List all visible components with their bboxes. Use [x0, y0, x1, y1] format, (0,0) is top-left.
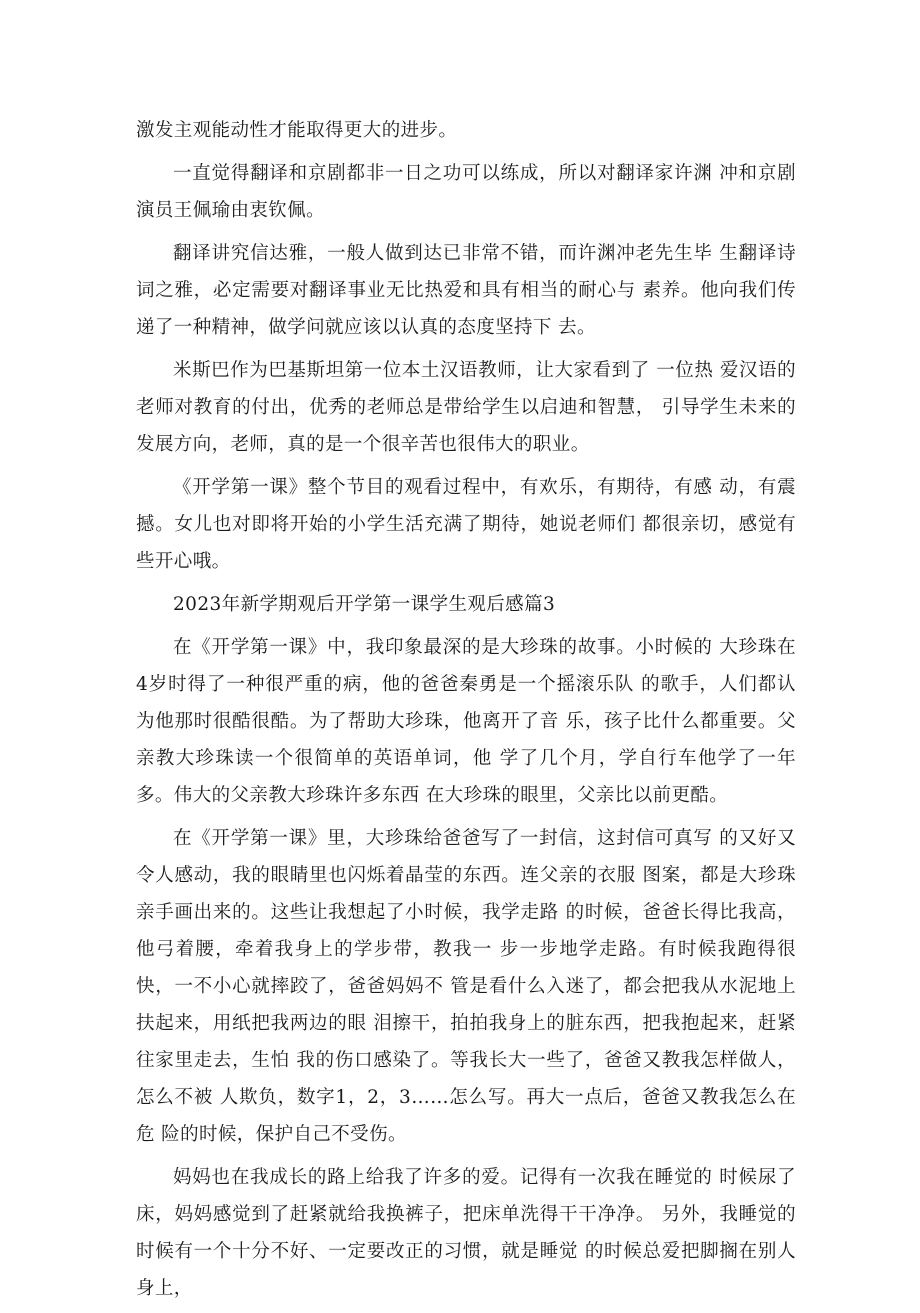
section-heading: 2023年新学期观后开学第一课学生观后感篇3 [173, 594, 556, 615]
paragraph-continuation: 激发主观能动性才能取得更大的进步。 [136, 120, 458, 141]
paragraph-program-summary: 《开学第一课》整个节目的观看过程中，有欢乐，有期待，有感 动，有震撼。女儿也对即将开始的小学生活充满了期待，她说老师们 都很亲切，感觉有些开心哦。 [136, 477, 796, 572]
paragraph-misba: 米斯巴作为巴基斯坦第一位本土汉语教师，让大家看到了 一位热 爱汉语的老师对教育的付出，优秀的老师总是带给学生以启迪和智慧， 引导学生未来的发展方向，老师，真的是一个很辛苦也很伟大的职业。 [136, 360, 796, 455]
paragraph-xu-yuanchong: 翻译讲究信达雅，一般人做到达已非常不错，而许渊冲老先生毕 生翻译诗词之雅，必定需要对翻译事业无比热爱和具有相当的耐心与 素养。他向我们传递了一种精神，做学问就应该以认真的态度坚持下 去。 [136, 243, 796, 338]
paragraph-big-pearl-story: 在《开学第一课》中，我印象最深的是大珍珠的故事。小时候的 大珍珠在4岁时得了一种很严重的病，他的爸爸秦勇是一个摇滚乐队 的歌手，人们都认为他那时很酷很酷。为了帮助大珍珠，他离开了音 乐，孩子比什么都重要。父亲教大珍珠读一个很简单的英语单词，他 学了几个月，学自行车他学了一年多。伟大的父亲教大珍珠许多东西 在大珍珠的眼里，父亲比以前更酷。 [136, 637, 796, 806]
document-body [136, 112, 796, 1313]
paragraph-letter-to-father: 在《开学第一课》里，大珍珠给爸爸写了一封信，这封信可真写 的又好又令人感动，我的眼睛里也闪烁着晶莹的东西。连父亲的衣服 图案，都是大珍珠亲手画出来的。这些让我想起了小时候，我学走路 的时候，爸爸长得比我高，他弓着腰，牵着我身上的学步带，教我一 步一步地学走路。有时候我跑得很快，一不小心就摔跤了，爸爸妈妈不 管是看什么入迷了，都会把我从水泥地上扶起来，用纸把我两边的眼 泪擦干，拍拍我身上的脏东西，把我抱起来，赶紧往家里走去，生怕 我的伤口感染了。等我长大一些了，爸爸又教我怎样做人，怎么不被 人欺负，数字1，2，3……怎么写。再大一点后，爸爸又教我怎么在危 险的时候，保护自己不受伤。 [136, 828, 796, 1145]
paragraph-translation-opera: 一直觉得翻译和京剧都非一日之功可以练成，所以对翻译家许渊 冲和京剧演员王佩瑜由衷钦佩。 [136, 163, 796, 221]
paragraph-mother-love: 妈妈也在我成长的路上给我了许多的爱。记得有一次我在睡觉的 时候尿了床，妈妈感觉到了赶紧就给我换裤子，把床单洗得干干净净。 另外，我睡觉的时候有一个十分不好、一定要改正的习惯，就是睡觉 的时候总爱把脚搁在别人身上， [136, 1167, 796, 1299]
